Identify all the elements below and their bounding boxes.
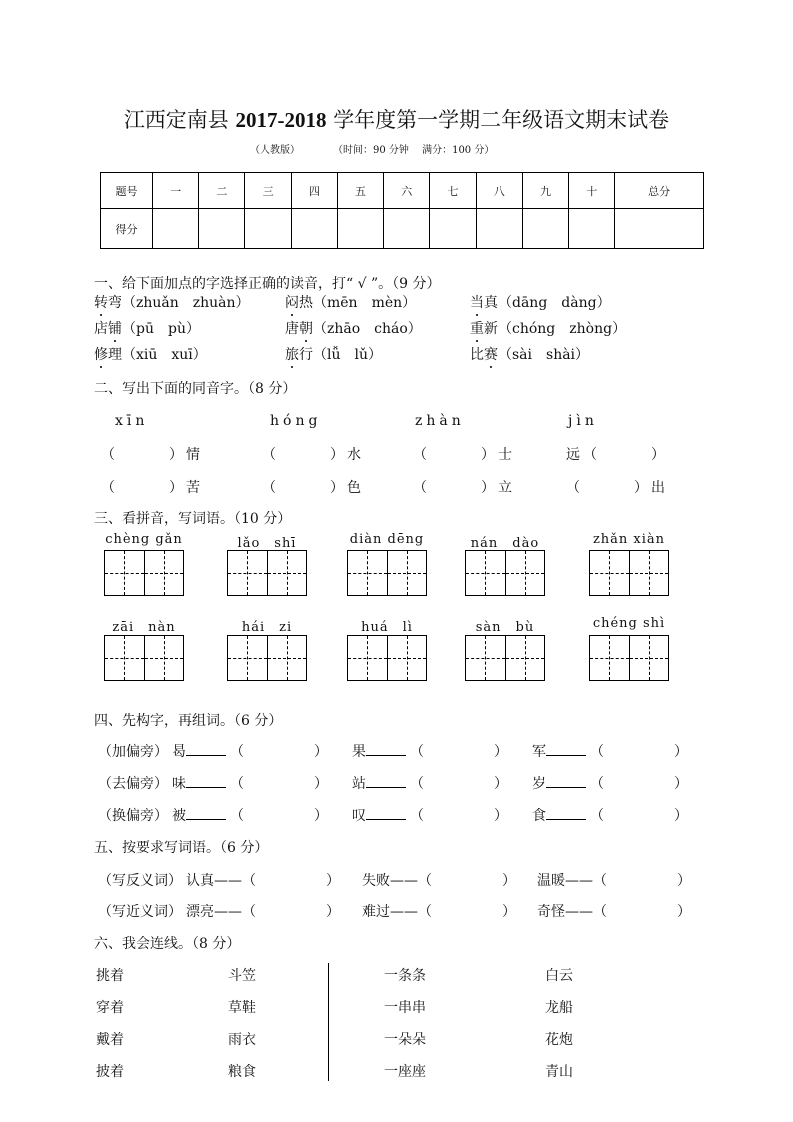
answer-blank[interactable] (186, 742, 226, 756)
radical-instruction: （去偏旁） (98, 776, 168, 792)
char: 店 (94, 321, 108, 337)
writing-grid[interactable] (589, 550, 669, 596)
pinyin-label: nán dào (470, 536, 540, 551)
score-header-cell: 七 (430, 173, 476, 209)
score-header-cell: 二 (199, 173, 245, 209)
score-input-cell[interactable] (199, 209, 245, 249)
pinyin-label: sàn bù (475, 620, 535, 635)
score-input-cell[interactable] (245, 209, 291, 249)
matching-item[interactable]: 青山 (545, 1064, 573, 1080)
char: 当 (470, 292, 484, 312)
answer-blank[interactable] (546, 742, 586, 756)
grid-cell[interactable] (145, 636, 184, 680)
matching-item[interactable]: 披着 (96, 1064, 124, 1080)
matching-item[interactable]: 戴着 (96, 1032, 124, 1048)
char: 理 (108, 347, 122, 363)
answer-paren[interactable]: （ ） (590, 808, 688, 824)
char: 旅 (285, 344, 299, 364)
matching-item[interactable]: 白云 (545, 968, 573, 984)
word-build-item (532, 805, 688, 825)
word-answer-item[interactable]: 失败——（ ） (362, 873, 516, 889)
radical-instruction: （换偏旁） (98, 808, 168, 824)
pronunciation-item (285, 318, 422, 338)
pinyin-label: jìn (568, 413, 598, 429)
section-4-heading: 四、先构字，再组词。（6 分） (94, 713, 283, 729)
matching-item[interactable]: 花炮 (545, 1032, 573, 1048)
pinyin-options[interactable]: （lǚ lǔ） (313, 347, 382, 363)
grid-cell[interactable] (228, 551, 268, 595)
writing-grid[interactable] (347, 550, 427, 596)
word-answer-item[interactable]: 难过——（ ） (362, 904, 516, 920)
word-answer-item[interactable]: 认真——（ ） (186, 873, 340, 889)
score-header-cell: 三 (245, 173, 291, 209)
matching-item[interactable]: 草鞋 (228, 1000, 256, 1016)
pronunciation-item (285, 344, 382, 364)
writing-grid[interactable] (227, 550, 307, 596)
pinyin-options[interactable]: （dāng dàng） (498, 295, 611, 311)
writing-grid[interactable] (465, 635, 545, 681)
word-answer-item[interactable]: 漂亮——（ ） (186, 904, 340, 920)
pinyin-label: zhǎn xiàn (592, 532, 666, 547)
matching-item[interactable]: 挑着 (96, 968, 124, 984)
grid-cell[interactable] (590, 551, 630, 595)
word-build-item (352, 805, 508, 825)
exam-info: （时间：90 分钟 满分：100 分） (333, 145, 495, 156)
score-header-cell: 总分 (615, 173, 704, 209)
answer-paren[interactable]: （ ） (410, 776, 508, 792)
word-build-item (172, 805, 328, 825)
pinyin-options[interactable]: （zhāo cháo） (313, 321, 422, 337)
word-build-item (172, 773, 328, 793)
pinyin-options[interactable]: （xiū xuī） (122, 347, 207, 363)
score-input-cell[interactable] (337, 209, 383, 249)
pinyin-options[interactable]: （chóng zhòng） (498, 321, 627, 337)
radical-instruction: （加偏旁） (98, 744, 168, 760)
char: 叹 (352, 808, 366, 824)
grid-cell[interactable] (590, 636, 630, 680)
score-input-cell[interactable] (615, 209, 704, 249)
grid-cell[interactable] (466, 636, 506, 680)
matching-item[interactable]: 雨衣 (228, 1032, 256, 1048)
pinyin-label: zhàn (415, 413, 465, 429)
char: 食 (532, 808, 546, 824)
matching-item[interactable]: 斗笠 (228, 968, 256, 984)
char: 新 (484, 321, 498, 337)
pronunciation-item (94, 318, 200, 338)
matching-item[interactable]: 一条条 (384, 968, 426, 984)
grid-cell[interactable] (268, 551, 307, 595)
divider-line (328, 963, 329, 1081)
score-input-cell[interactable] (476, 209, 522, 249)
grid-cell[interactable] (145, 551, 184, 595)
answer-blank[interactable] (186, 806, 226, 820)
pinyin-label: lǎo shī (237, 536, 297, 551)
char: 唐 (285, 321, 299, 337)
char: 军 (532, 744, 546, 760)
char: 弯 (108, 295, 122, 311)
section-6-heading: 六、我会连线。（8 分） (94, 936, 241, 952)
pinyin-label: xīn (115, 413, 149, 429)
writing-grid[interactable] (465, 550, 545, 596)
homophone-blank[interactable]: 远（ ） (566, 447, 668, 463)
grid-cell[interactable] (506, 636, 545, 680)
pronunciation-item (94, 344, 207, 364)
pinyin-label: huá lì (361, 620, 413, 635)
pinyin-options[interactable]: （pū pù） (122, 321, 200, 337)
answer-blank[interactable] (186, 774, 226, 788)
grid-cell[interactable] (630, 551, 669, 595)
page-title: 江西定南县 2017-2018 学年度第一学期二年级语文期末试卷 (123, 108, 670, 132)
writing-grid[interactable] (227, 635, 307, 681)
score-header-cell: 八 (476, 173, 522, 209)
answer-blank[interactable] (546, 774, 586, 788)
word-build-item (352, 741, 508, 761)
grid-cell[interactable] (105, 636, 145, 680)
answer-blank[interactable] (366, 806, 406, 820)
homophone-blank[interactable]: （ ）立 (413, 480, 515, 496)
score-table (100, 172, 704, 249)
matching-item[interactable]: 一朵朵 (384, 1032, 426, 1048)
answer-paren[interactable]: （ ） (590, 744, 688, 760)
char: 赛 (484, 344, 498, 364)
score-header-cell: 五 (337, 173, 383, 209)
score-input-cell[interactable] (522, 209, 568, 249)
grid-cell[interactable] (228, 636, 268, 680)
score-header-cell: 九 (522, 173, 568, 209)
homophone-blank[interactable]: （ ）水 (262, 447, 364, 463)
answer-paren[interactable]: （ ） (410, 808, 508, 824)
pronunciation-item (470, 344, 589, 364)
edition: （人教版） (250, 145, 300, 156)
char: 被 (172, 808, 186, 824)
answer-paren[interactable]: （ ） (230, 776, 328, 792)
answer-paren[interactable]: （ ） (590, 776, 688, 792)
score-header-cell: 一 (153, 173, 199, 209)
pinyin-label: diàn dēng (349, 532, 425, 547)
word-type-instruction: （写近义词） (98, 904, 182, 920)
word-answer-item[interactable]: 奇怪——（ ） (537, 904, 691, 920)
word-type-instruction: （写反义词） (98, 873, 182, 889)
homophone-blank[interactable]: （ ）苦 (101, 480, 203, 496)
score-header-cell: 题号 (101, 173, 153, 209)
answer-blank[interactable] (546, 806, 586, 820)
char: 岁 (532, 776, 546, 792)
score-header-cell: 十 (569, 173, 615, 209)
grid-cell[interactable] (506, 551, 545, 595)
grid-cell[interactable] (466, 551, 506, 595)
matching-item[interactable]: 穿着 (96, 1000, 124, 1016)
char: 站 (352, 776, 366, 792)
score-header-cell: 六 (384, 173, 430, 209)
score-input-cell[interactable] (153, 209, 199, 249)
pronunciation-item (470, 292, 611, 312)
char: 铺 (108, 318, 122, 338)
word-answer-item[interactable]: 温暖——（ ） (537, 873, 691, 889)
pinyin-options[interactable]: （mēn mèn） (313, 295, 417, 311)
grid-cell[interactable] (630, 636, 669, 680)
grid-cell[interactable] (348, 551, 388, 595)
answer-paren[interactable]: （ ） (410, 744, 508, 760)
answer-blank[interactable] (366, 742, 406, 756)
char: 行 (299, 347, 313, 363)
matching-item[interactable]: 粮食 (228, 1064, 256, 1080)
section-3-heading: 三、看拼音，写词语。（10 分） (94, 511, 292, 527)
pronunciation-item (285, 292, 416, 312)
writing-grid[interactable] (104, 550, 184, 596)
char: 比 (470, 347, 484, 363)
grid-cell[interactable] (388, 636, 427, 680)
char: 曷 (172, 744, 186, 760)
matching-item[interactable]: 龙船 (545, 1000, 573, 1016)
pinyin-options[interactable]: （sài shài） (498, 347, 590, 363)
score-input-cell[interactable] (384, 209, 430, 249)
word-build-item (352, 773, 508, 793)
score-input-cell[interactable] (430, 209, 476, 249)
word-build-item (172, 741, 328, 761)
score-input-cell[interactable] (569, 209, 615, 249)
section-2-heading: 二、写出下面的同音字。（8 分） (94, 381, 297, 397)
homophone-blank[interactable]: （ ）情 (101, 447, 203, 463)
char: 闷 (285, 292, 299, 312)
score-label-cell: 得分 (101, 209, 153, 249)
homophone-blank[interactable]: （ ）出 (566, 480, 668, 496)
homophone-blank[interactable]: （ ）士 (413, 447, 515, 463)
char: 味 (172, 776, 186, 792)
answer-paren[interactable]: （ ） (230, 744, 328, 760)
grid-cell[interactable] (388, 551, 427, 595)
pronunciation-item (94, 292, 250, 312)
pinyin-label: chéng shì (592, 616, 666, 631)
char: 果 (352, 744, 366, 760)
answer-blank[interactable] (366, 774, 406, 788)
word-build-item (532, 741, 688, 761)
grid-cell[interactable] (105, 551, 145, 595)
homophone-blank[interactable]: （ ）色 (262, 480, 364, 496)
pinyin-label: chèng gǎn (105, 532, 183, 547)
char: 真 (484, 295, 498, 311)
matching-item[interactable]: 一串串 (384, 1000, 426, 1016)
pinyin-label: hóng (270, 413, 322, 429)
char: 朝 (299, 318, 313, 338)
section-5-heading: 五、按要求写词语。（6 分） (94, 840, 269, 856)
word-build-item (532, 773, 688, 793)
grid-cell[interactable] (348, 636, 388, 680)
writing-grid[interactable] (104, 635, 184, 681)
section-1-heading: 一、给下面加点的字选择正确的读音，打“ √ ”。（9 分） (94, 276, 441, 292)
matching-item[interactable]: 一座座 (384, 1064, 426, 1080)
pinyin-label: zāi nàn (112, 620, 176, 635)
score-input-cell[interactable] (291, 209, 337, 249)
answer-paren[interactable]: （ ） (230, 808, 328, 824)
pinyin-label: hái zi (241, 620, 293, 635)
writing-grid[interactable] (589, 635, 669, 681)
writing-grid[interactable] (347, 635, 427, 681)
pronunciation-item (470, 318, 626, 338)
char: 热 (299, 295, 313, 311)
grid-cell[interactable] (268, 636, 307, 680)
char: 修 (94, 344, 108, 364)
char: 重 (470, 318, 484, 338)
score-header-cell: 四 (291, 173, 337, 209)
char: 转 (94, 292, 108, 312)
pinyin-options[interactable]: （zhuǎn zhuàn） (122, 295, 250, 311)
